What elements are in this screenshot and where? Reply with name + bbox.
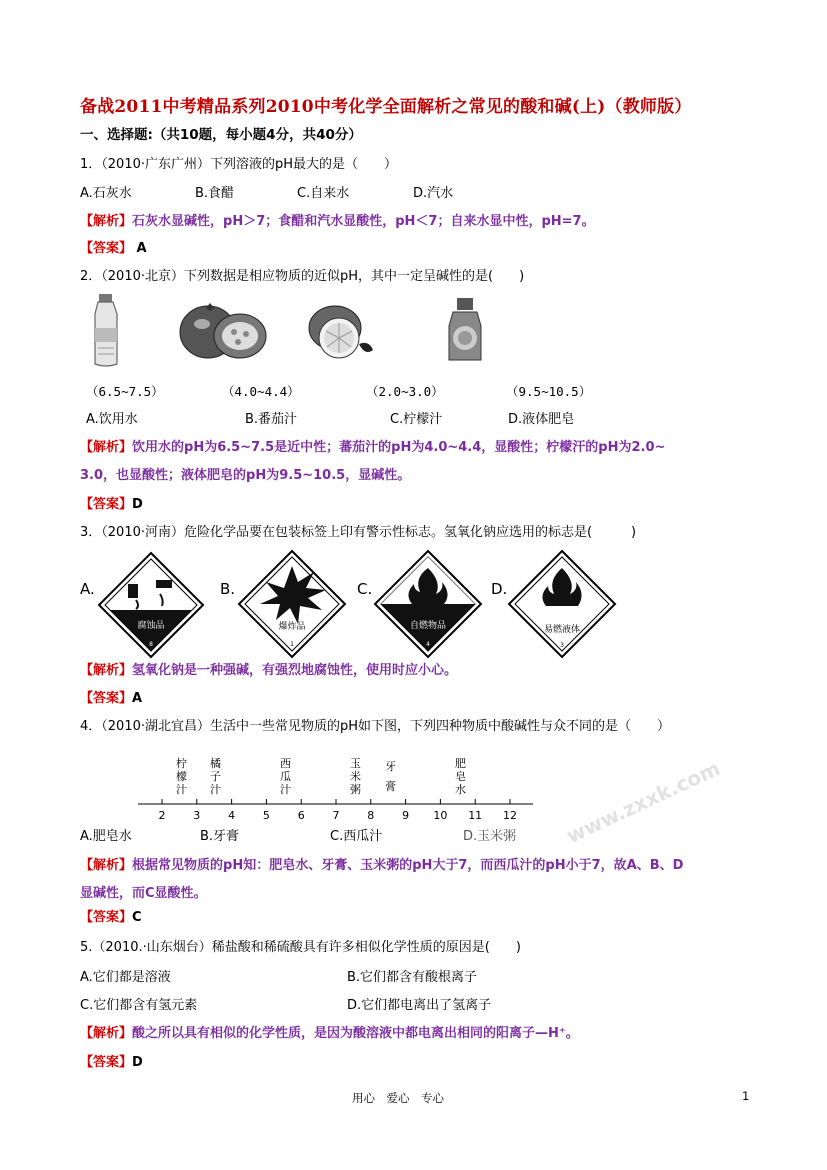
lemon-image: [305, 300, 377, 364]
q4-substance-cornporridge: 玉 米 粥: [350, 757, 361, 796]
q1-option-c: C.自来水: [297, 186, 350, 201]
question-2-stem: 2．（2010·北京）下列数据是相应物质的近似pH，其中一定呈碱性的是( ): [80, 269, 525, 284]
q3-answer: 【答案】A: [80, 691, 143, 706]
q2-option-c: C.柠檬汁: [390, 412, 443, 427]
ph-tick-label: 5: [262, 809, 270, 822]
q3-letter-c: C.: [357, 580, 373, 598]
page-title: 备战2011中考精品系列2010中考化学全面解析之常见的酸和碱(上)（教师版）: [80, 97, 692, 117]
question-4-stem: 4．（2010·湖北宜昌）生活中一些常见物质的pH如下图，下列四种物质中酸碱性与众不同的是（ ）: [80, 719, 671, 734]
ph-tick-label: 6: [297, 809, 305, 822]
q2-ph-b: （4.0~4.4）: [222, 384, 300, 399]
ph-tick-label: 10: [433, 809, 448, 822]
ph-tick-label: 11: [468, 809, 483, 822]
explosive-sign: [236, 548, 348, 660]
q1-option-d: D.汽水: [413, 186, 454, 201]
q5-option-d: D.它们都电离出了氢离子: [347, 998, 492, 1013]
q1-explanation: 【解析】石灰水显碱性，pH＞7；食醋和汽水显酸性，pH＜7；自来水显中性，pH=7。: [80, 214, 595, 229]
ph-scale: [138, 795, 538, 825]
q2-option-d: D.液体肥皂: [508, 412, 575, 427]
soap-bottle-image: [445, 296, 485, 364]
q4-explanation-line2: 显碱性，而C显酸性。: [80, 886, 207, 901]
q3-number-d: 3: [560, 642, 564, 649]
q5-answer: 【答案】D: [80, 1055, 143, 1070]
page-footer: 用心 爱心 专心: [352, 1091, 444, 1105]
q3-letter-a: A.: [80, 580, 95, 598]
q1-option-b: B.食醋: [195, 186, 235, 201]
question-5-stem: 5.（2010.·山东烟台）稀盐酸和稀硫酸具有许多相似化学性质的原因是( ): [80, 940, 521, 955]
ph-tick-label: 4: [228, 809, 236, 822]
q3-number-a: 8: [149, 641, 153, 648]
q2-option-a: A.饮用水: [86, 412, 138, 427]
q3-number-b: 1: [290, 641, 294, 648]
q5-option-c: C.它们都含有氢元素: [80, 998, 198, 1013]
q4-option-d: D.玉米粥: [463, 829, 517, 844]
q3-label-a: 腐蚀品: [137, 621, 165, 631]
section-heading: 一、选择题:（共10题，每小题4分，共40分）: [80, 127, 362, 143]
q4-substance-lemon: 柠 檬 汁: [176, 757, 187, 796]
q2-answer: 【答案】D: [80, 497, 143, 512]
tomato-image: [178, 300, 270, 364]
q5-explanation: 【解析】酸之所以具有相似的化学性质，是因为酸溶液中都电离出相同的阳离子—H⁺。: [80, 1026, 579, 1041]
q4-substance-watermelon: 西 瓜 汁: [280, 757, 291, 796]
question-1-stem: 1．（2010·广东广州）下列溶液的pH最大的是（ ）: [80, 157, 398, 172]
ph-tick-label: 2: [158, 809, 166, 822]
q3-label-b: 爆炸品: [278, 622, 306, 632]
q4-substance-toothpaste: 牙 膏: [385, 760, 396, 793]
q4-answer: 【答案】C: [80, 910, 142, 925]
q2-explanation-line2: 3.0，也显酸性；液体肥皂的pH为9.5~10.5，显碱性。: [80, 468, 411, 483]
ph-tick-label: 3: [193, 809, 201, 822]
q2-explanation-line1: 【解析】饮用水的pH为6.5~7.5是近中性；蕃茄汁的pH为4.0~4.4，显酸性；柠檬汗的pH为2.0~: [80, 440, 666, 455]
q4-explanation-line1: 【解析】根据常见物质的pH知：肥皂水、牙膏、玉米粥的pH大于7，而西瓜汁的pH小于7，故A、B、D: [80, 858, 684, 873]
question-3-stem: 3．（2010·河南）危险化学品要在包装标签上印有警示性标志。氢氧化钠应选用的标志是( ): [80, 525, 637, 540]
q2-ph-a: （6.5~7.5）: [86, 384, 164, 399]
q5-option-b: B.它们都含有酸根离子: [347, 970, 478, 985]
spontaneously-combustible-sign: [372, 548, 484, 660]
ph-tick-label: 7: [332, 809, 340, 822]
q3-letter-d: D.: [491, 580, 508, 598]
q4-option-b: B.牙膏: [200, 829, 240, 844]
page-number: 1: [742, 1089, 750, 1103]
q2-ph-c: （2.0~3.0）: [366, 384, 444, 399]
explain-tag: 【解析】: [80, 214, 133, 229]
q3-letter-b: B.: [220, 580, 236, 598]
q3-label-c: 自燃物品: [409, 621, 447, 631]
q4-substance-soapwater: 肥 皂 水: [455, 757, 466, 796]
ph-tick-label: 12: [503, 809, 517, 822]
flammable-liquid-sign: [506, 548, 618, 660]
q2-option-b: B.番茄汁: [245, 412, 298, 427]
watermark: www.zxxk.com: [562, 755, 724, 849]
q3-explanation: 【解析】氢氧化钠是一种强碱，有强烈地腐蚀性，使用时应小心。: [80, 663, 458, 678]
q4-substance-orange: 橘 子 汁: [210, 757, 221, 796]
q2-ph-d: （9.5~10.5）: [506, 384, 592, 399]
answer-tag: 【答案】: [80, 241, 133, 256]
q1-answer: 【答案】 A: [80, 241, 147, 256]
ph-tick-label: 8: [367, 809, 375, 822]
q3-label-d: 易燃液体: [543, 625, 581, 635]
q5-option-a: A.它们都是溶液: [80, 970, 171, 985]
q3-number-c: 4: [426, 641, 430, 648]
q4-option-a: A.肥皂水: [80, 829, 132, 844]
corrosive-sign: [96, 550, 206, 660]
water-bottle-image: [86, 292, 126, 368]
ph-tick-label: 9: [402, 809, 410, 822]
q4-option-c: C.西瓜汁: [330, 829, 383, 844]
q1-option-a: A.石灰水: [80, 186, 132, 201]
